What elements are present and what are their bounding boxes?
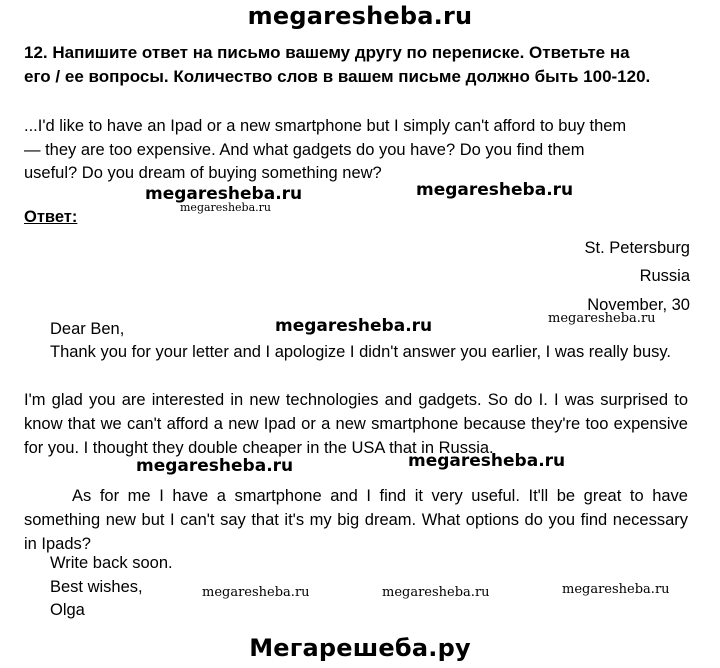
- answer-label: Ответ:: [24, 208, 78, 226]
- letter-closing-2: Best wishes,: [50, 578, 143, 596]
- watermark-mid: megaresheba.ru: [275, 316, 433, 336]
- letter-date: November, 30: [587, 296, 690, 314]
- task-line-1: 12. Напишите ответ на письмо вашему другу по переписке. Ответьте на: [24, 43, 630, 62]
- watermark-mid: megaresheba.ru: [408, 451, 566, 471]
- letter-paragraph-2: I'm glad you are interested in new technologies and gadgets. So do I. I was surprised to know that we can't afford a new Ipad or a new smartphone because they're too expensive for you. I thought they double cheaper in the USA that in Russia.: [24, 391, 688, 457]
- prompt-line-1: ...I'd like to have an Ipad or a new smartphone but I simply can't afford to buy them: [24, 117, 627, 135]
- task-line-2: его / ее вопросы. Количество слов в вашем письме должно быть 100-120.: [24, 67, 651, 86]
- letter-paragraph-1: Thank you for your letter and I apologize I didn't answer you earlier, I was really busy.: [50, 343, 671, 361]
- watermark-small: megaresheba.ru: [562, 582, 670, 597]
- prompt-line-3: useful? Do you dream of buying something new?: [24, 164, 382, 182]
- footer-site-title: Мегарешеба.ру: [249, 634, 471, 662]
- watermark-mid: megaresheba.ru: [416, 180, 574, 200]
- letter-city: St. Petersburg: [584, 239, 690, 257]
- letter-greeting: Dear Ben,: [50, 320, 125, 338]
- letter-country: Russia: [639, 267, 690, 285]
- watermark-small: megaresheba.ru: [382, 585, 490, 600]
- watermark-mid: megaresheba.ru: [145, 184, 303, 204]
- letter-paragraph-3: As for me I have a smartphone and I find it very useful. It'll be great to have something new but I can't say that it's my big dream. What options do you find necessary in Ipads?: [24, 487, 688, 553]
- prompt-line-2: — they are too expensive. And what gadgets do you have? Do you find them: [24, 141, 585, 159]
- watermark-mid: megaresheba.ru: [136, 456, 294, 476]
- letter-signature: Olga: [50, 601, 85, 619]
- site-header-title: megaresheba.ru: [247, 2, 473, 30]
- watermark-small: megaresheba.ru: [548, 311, 656, 326]
- letter-closing-1: Write back soon.: [50, 554, 173, 572]
- watermark-small: megaresheba.ru: [202, 585, 310, 600]
- watermark-small: megaresheba.ru: [180, 201, 271, 214]
